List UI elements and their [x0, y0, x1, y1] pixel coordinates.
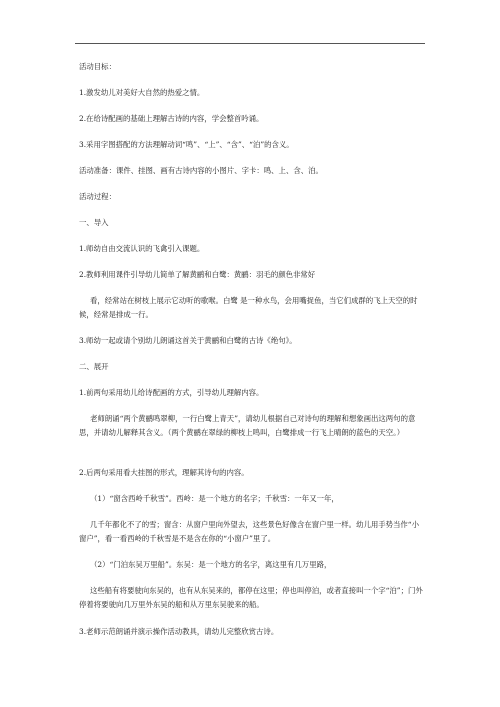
goal-item-1: 1.激发幼儿对美好大自然的热爱之情。	[79, 88, 205, 97]
section-heading-intro: 一、导入	[79, 218, 109, 227]
intro-step-3: 3.师幼一起或请个别幼儿朗诵这首关于黄鹂和白鹭的古诗《绝句》。	[79, 336, 297, 345]
intro-step-2: 2.教师利用课件引导幼儿简单了解黄鹂和白鹭：黄鹂：羽毛的颜色非常好	[79, 270, 316, 279]
intro-step-2-continued: 看，经常站在树枝上展示它动听的歌喉。白鹭 是一种水鸟，会用嘴捉鱼，当它们成群的飞上天空的时候，经常是排成一行。	[79, 296, 418, 319]
develop-step-2-item-1-detail: 几千年都化不了的雪；窗含：从窗户里向外望去，这些景色好像含在窗户里一样。幼儿用手势当作“小窗户”，看一看西岭的千秋雪是不是含在你的“小窗户”里了。	[79, 520, 419, 543]
goals-heading: 活动目标：	[79, 62, 116, 71]
goal-item-2: 2.在给诗配画的基础上理解古诗的内容，学会整首吟诵。	[79, 114, 264, 123]
develop-step-2-item-1: （1）“窗含西岭千秋雪”。西岭：是一个地方的名字；千秋雪：一年又一年，	[90, 494, 339, 503]
develop-step-1-detail: 老师朗诵“两个黄鹂鸣翠柳，一行白鹭上青天”，请幼儿根据自己对诗句的理解和想象画出这两句的意思，并请幼儿解释其含义。（两个黄鹂在翠绿的柳枝上鸣叫，白鹭排成一行飞上晴朗的蓝色的天空。）	[79, 414, 416, 437]
develop-step-3: 3.老师示范朗诵并演示操作活动教具，请幼儿完整欣赏古诗。	[79, 627, 279, 636]
process-heading: 活动过程：	[79, 192, 116, 201]
section-heading-develop: 二、展开	[79, 362, 109, 371]
goal-item-3: 3.采用字图搭配的方法理解动词“鸣”、“上”、“含”、“泊”的含义。	[79, 140, 294, 149]
header-rule	[75, 43, 425, 44]
preparation-line: 活动准备：课件、挂图、画有古诗内容的小图片、字卡：鸣、上、含、泊。	[79, 166, 323, 175]
intro-step-1: 1.师幼自由交流认识的飞禽引入课题。	[79, 244, 205, 253]
develop-step-2-item-2: （2）“门泊东吴万里船”。东吴：是一个地方的名字，离这里有几万里路，	[90, 560, 332, 569]
develop-step-2: 2.后两句采用看大挂图的形式，理解其诗句的内容。	[79, 468, 249, 477]
develop-step-1: 1.前两句采用幼儿给诗配画的方式，引导幼儿理解内容。	[79, 388, 264, 397]
develop-step-2-item-2-detail: 这些船有将要驶向东吴的，也有从东吴来的，都停在这里；停也叫停泊，或者直接叫一个字“泊”；门外停着将要驶向几万里外东吴的船和从万里东吴驶来的船。	[79, 586, 423, 609]
